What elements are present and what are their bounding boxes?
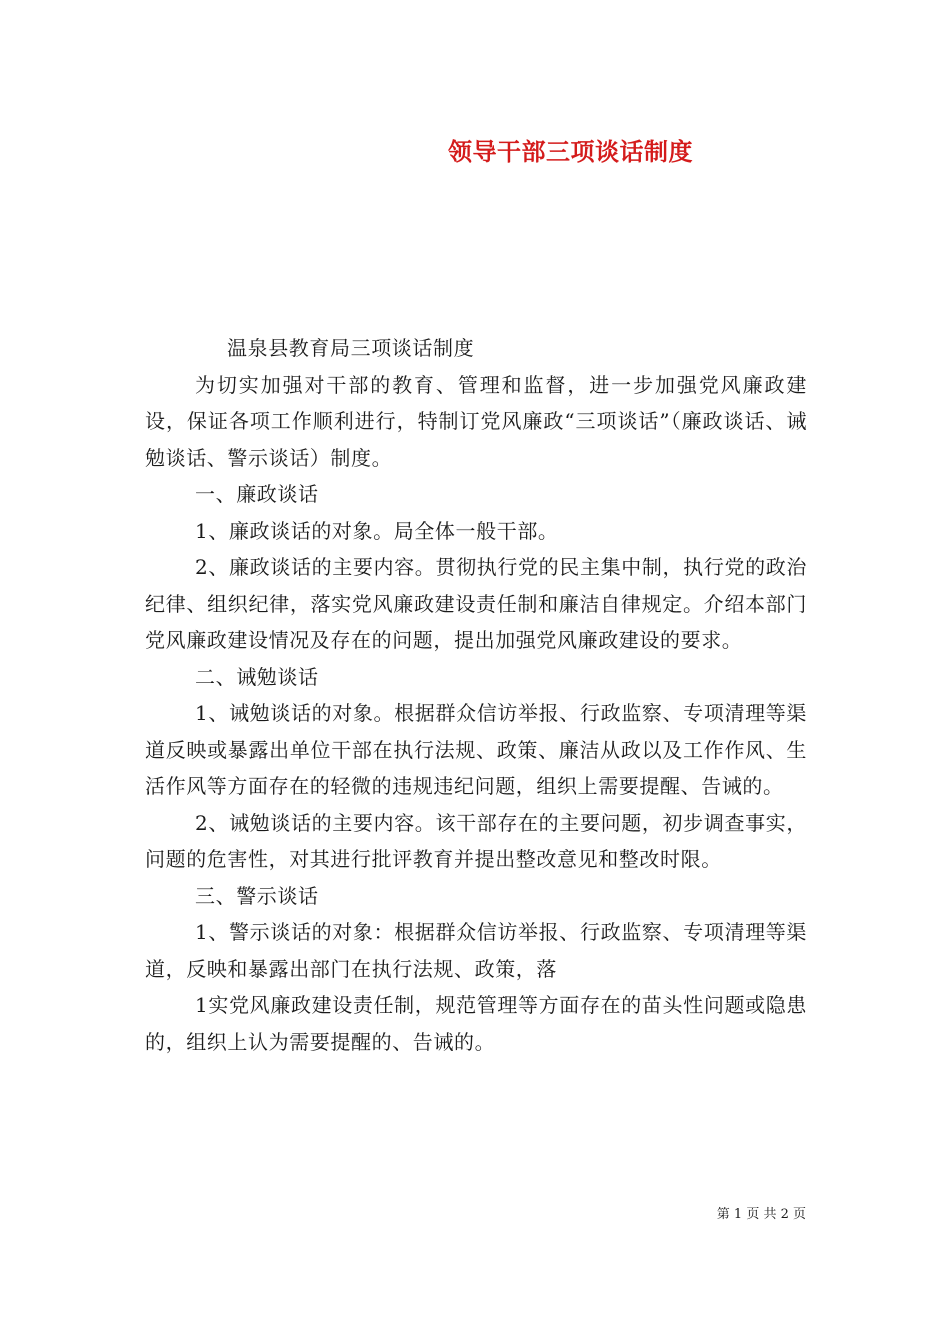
paragraph-3-1-continued: 1实党风廉政建设责任制，规范管理等方面存在的苗头性问题或隐患的，组织上认为需要提醒的、告诫的。 xyxy=(145,993,807,1054)
section-heading-1: 一、廉政谈话 xyxy=(195,482,319,506)
paragraph-intro: 为切实加强对干部的教育、管理和监督，进一步加强党风廉政建设，保证各项工作顺利进行，特制订党风廉政“三项谈话”（廉政谈话、诫勉谈话、警示谈话）制度。 xyxy=(145,372,807,470)
document-title: 领导干部三项谈话制度 xyxy=(448,138,693,166)
document-subtitle: 温泉县教育局三项谈话制度 xyxy=(227,336,475,360)
paragraph-2-2: 2、诫勉谈话的主要内容。该干部存在的主要问题，初步调查事实，问题的危害性，对其进行批评教育并提出整改意见和整改时限。 xyxy=(145,810,807,871)
section-heading-3: 三、警示谈话 xyxy=(195,883,319,908)
paragraph-3-1: 1、警示谈话的对象：根据群众信访举报、行政监察、专项清理等渠道，反映和暴露出部门在执行法规、政策，落 xyxy=(145,920,807,981)
paragraph-2-1: 1、诫勉谈话的对象。根据群众信访举报、行政监察、专项清理等渠道反映或暴露出单位干部在执行法规、政策、廉洁从政以及工作作风、生活作风等方面存在的轻微的违规违纪问题，组织上需要提醒、告诫的。 xyxy=(145,701,807,798)
paragraph-1-2: 2、廉政谈话的主要内容。贯彻执行党的民主集中制，执行党的政治纪律、组织纪律，落实党风廉政建设责任制和廉洁自律规定。介绍本部门党风廉政建设情况及存在的问题，提出加强党风廉政建设的要求。 xyxy=(145,555,807,652)
section-heading-2: 二、诫勉谈话 xyxy=(195,664,319,689)
paragraph-1-1: 1、廉政谈话的对象。局全体一般干部。 xyxy=(195,518,559,543)
page-footer: 第 1 页 共 2 页 xyxy=(716,1207,806,1222)
document-body xyxy=(145,330,807,1060)
